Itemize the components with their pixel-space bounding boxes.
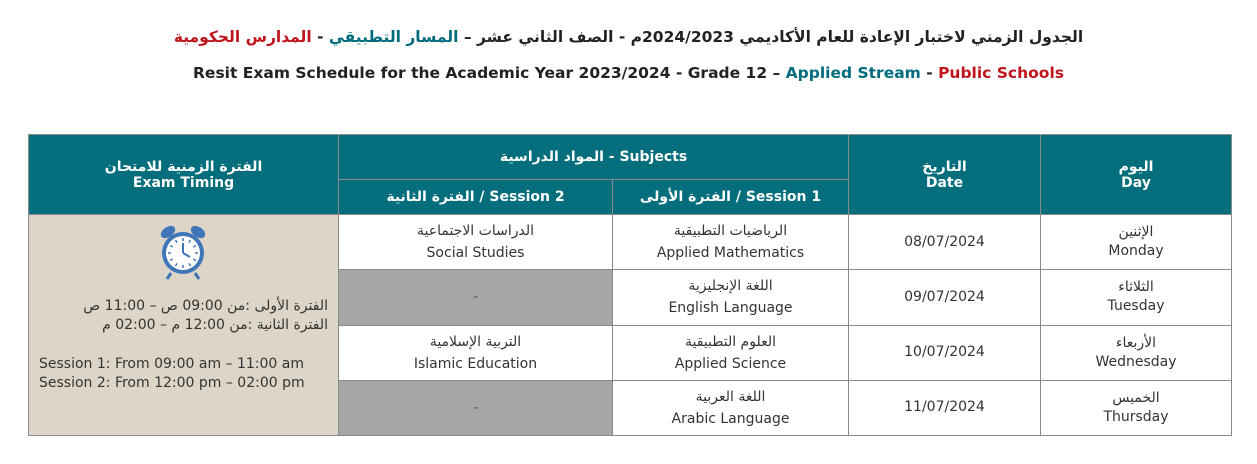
session2-cell [339, 325, 613, 380]
title-arabic [0, 28, 1257, 46]
timing-session2-ar: الفترة الثانية :من 12:00 م – 02:00 م [102, 317, 328, 333]
date-cell: 08/07/2024 [849, 215, 1041, 270]
session1-cell [613, 325, 849, 380]
day-cell [1041, 270, 1232, 325]
subject-en: Social Studies [426, 245, 525, 262]
subject-ar: اللغة الإنجليزية [688, 278, 773, 295]
header-day [1041, 135, 1232, 215]
header-timing-ar: الفترة الزمنية للامتحان [104, 159, 263, 175]
exam-timing-cell [29, 215, 339, 436]
title-ar-schools: المدارس الحكومية [173, 28, 312, 46]
day-ar: الإثنين [1118, 224, 1154, 241]
header-date [849, 135, 1041, 215]
header-timing-en: Exam Timing [132, 175, 235, 191]
title-en-sep: - [926, 64, 933, 82]
day-ar: الخميس [1112, 389, 1160, 406]
date-cell: 11/07/2024 [849, 380, 1041, 435]
timing-session1-ar: الفترة الأولى :من 09:00 ص – 11:00 ص [83, 298, 328, 314]
subject-ar: الدراسات الاجتماعية [417, 223, 534, 240]
alarm-clock-icon [157, 223, 209, 281]
subject-ar: اللغة العربية [695, 388, 766, 405]
title-en-schools: Public Schools [938, 64, 1064, 82]
day-ar: الثلاثاء [1118, 279, 1154, 296]
header-date-en: Date [925, 174, 964, 191]
day-cell [1041, 380, 1232, 435]
header-session2: الفترة الثانية / Session 2 [339, 180, 613, 215]
timing-session1-en: Session 1: From 09:00 am – 11:00 am [39, 356, 305, 372]
day-en: Thursday [1103, 408, 1169, 425]
day-cell [1041, 215, 1232, 270]
table-row [29, 215, 1232, 270]
header-date-ar: التاريخ [922, 158, 967, 175]
exam-schedule-table [28, 134, 1232, 436]
header-subjects: المواد الدراسية - Subjects [339, 135, 849, 180]
subject-ar: الرياضيات التطبيقية [673, 223, 788, 240]
title-ar-main: الجدول الزمني لاختبار الإعادة للعام الأكاديمي 2024/2023م - الصف الثاني عشر – [463, 28, 1084, 46]
session2-cell [339, 215, 613, 270]
date-cell: 10/07/2024 [849, 325, 1041, 380]
header-timing [29, 135, 339, 215]
title-ar-stream: المسار التطبيقي [328, 28, 459, 46]
session2-empty-cell: - [339, 270, 613, 325]
title-ar-sep: - [317, 28, 324, 46]
subject-ar: التربية الإسلامية [429, 333, 522, 350]
title-en-main: Resit Exam Schedule for the Academic Year 2023/2024 - Grade 12 – [193, 64, 781, 82]
title-english [0, 64, 1257, 82]
day-en: Tuesday [1107, 298, 1165, 315]
header-day-en: Day [1121, 174, 1151, 191]
title-en-stream: Applied Stream [785, 64, 921, 82]
timing-session2-en: Session 2: From 12:00 pm – 02:00 pm [39, 375, 305, 391]
subject-en: Applied Mathematics [656, 245, 805, 262]
day-en: Monday [1108, 243, 1164, 260]
header-session1: الفترة الأولى / Session 1 [613, 180, 849, 215]
session1-cell [613, 380, 849, 435]
subject-en: Applied Science [674, 355, 787, 372]
subject-en: Arabic Language [671, 410, 790, 427]
day-ar: الأربعاء [1115, 334, 1157, 351]
header-row [29, 135, 1232, 180]
session1-cell [613, 215, 849, 270]
subject-en: English Language [668, 300, 793, 317]
session2-empty-cell: - [339, 380, 613, 435]
day-cell [1041, 325, 1232, 380]
session1-cell [613, 270, 849, 325]
header-day-ar: اليوم [1118, 158, 1154, 175]
subject-ar: العلوم التطبيقية [684, 333, 777, 350]
day-en: Wednesday [1095, 353, 1177, 370]
subject-en: Islamic Education [413, 355, 538, 372]
date-cell: 09/07/2024 [849, 270, 1041, 325]
